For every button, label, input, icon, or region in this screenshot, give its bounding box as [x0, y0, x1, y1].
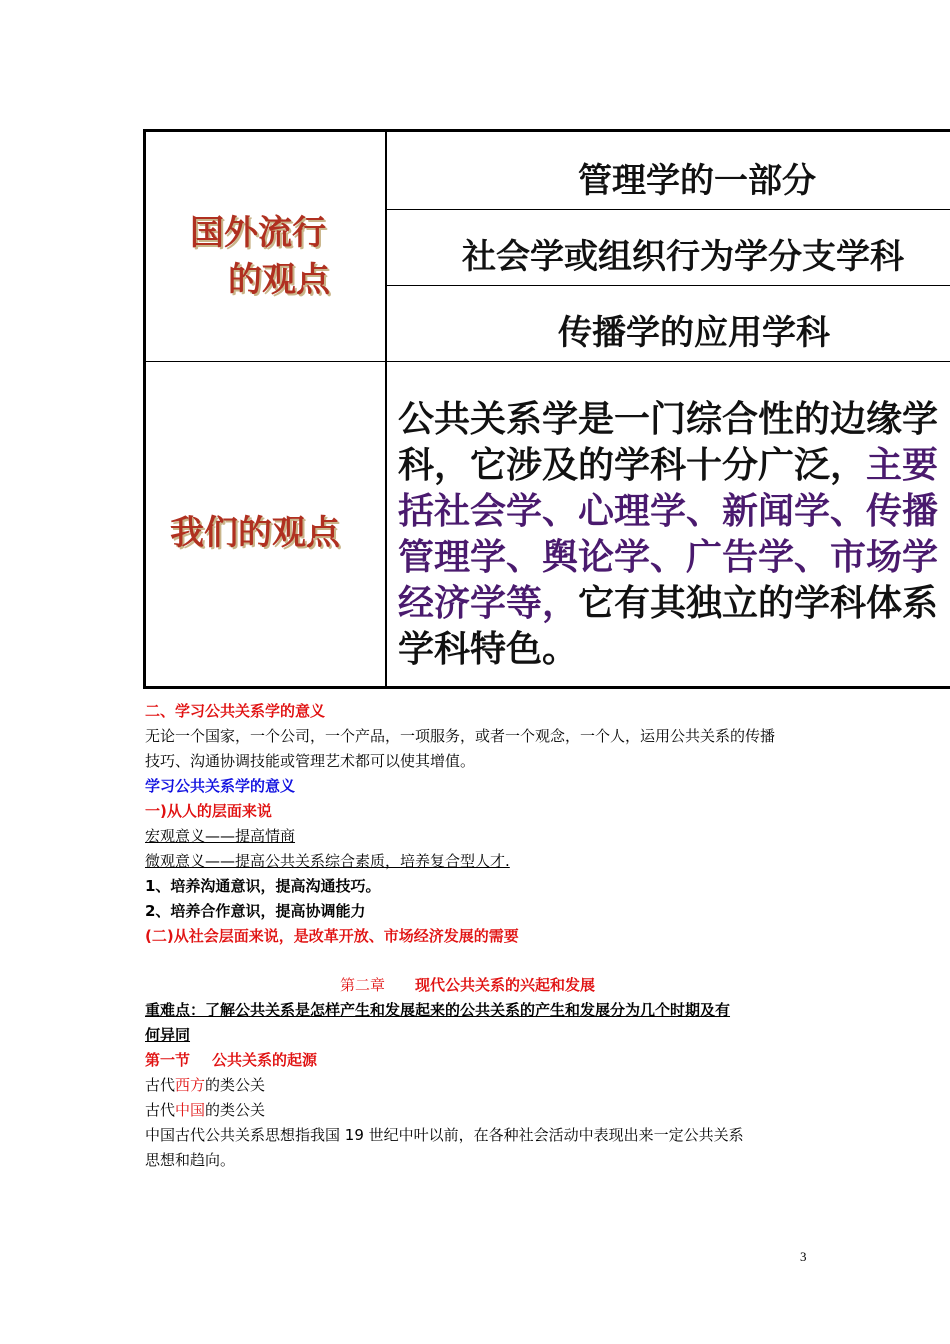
- our-view-line5: 经济学等，它有其独立的学科体系: [398, 582, 939, 624]
- ancient-china: 古代中国的类公关: [145, 1101, 266, 1119]
- our-view-line2: 科，它涉及的学科十分广泛，主要: [398, 444, 939, 486]
- heading-significance: 二、学习公共关系学的意义: [145, 702, 326, 720]
- our-view-line1: 公共关系学是一门综合性的边缘学: [398, 398, 939, 440]
- table-divider-row2: [387, 285, 950, 286]
- paragraph-1-line2: 技巧、沟通协调技能或管理艺术都可以使其增值。: [145, 752, 476, 770]
- heading-significance-blue: 学习公共关系学的意义: [145, 777, 296, 795]
- ancient-west: 古代西方的类公关: [145, 1076, 266, 1094]
- macro-significance: 宏观意义——提高情商: [145, 827, 296, 845]
- paragraph-1-line1: 无论一个国家，一个公司，一个产品，一项服务，或者一个观念，一个人，运用公共关系的传播: [145, 727, 776, 745]
- our-view-line3: 括社会学、心理学、新闻学、传播: [398, 490, 939, 532]
- foreign-view-label-line1: 国外流行: [190, 213, 326, 253]
- key-points-line1: 重难点：了解公共关系是怎样产生和发展起来的公共关系的产生和发展分为几个时期及有: [145, 1001, 731, 1019]
- chapter-number: 第二章: [340, 976, 386, 994]
- micro-significance: 微观意义——提高公共关系综合素质，培养复合型人才.: [145, 852, 510, 870]
- our-view-line6: 学科特色。: [398, 628, 579, 670]
- chapter-heading: [340, 976, 595, 994]
- table-divider-row1: [387, 209, 950, 210]
- section-heading: [145, 1051, 317, 1069]
- section-number: 第一节: [145, 1051, 191, 1069]
- our-view-label: 我们的观点: [170, 513, 340, 553]
- paragraph-2-line1: 中国古代公共关系思想指我国 19 世纪中叶以前，在各种社会活动中表现出来一定公共关系: [145, 1126, 744, 1144]
- heading-person-level: 一)从人的层面来说: [145, 802, 272, 820]
- page-number: 3: [800, 1249, 807, 1264]
- table-divider-section: [146, 361, 950, 362]
- paragraph-2-line2: 思想和趋向。: [145, 1151, 236, 1169]
- view-management: 管理学的一部分: [578, 161, 816, 201]
- view-sociology: 社会学或组织行为学分支学科: [462, 237, 904, 277]
- view-communication: 传播学的应用学科: [558, 313, 830, 353]
- table-divider-vertical: [385, 129, 387, 689]
- chapter-title: 现代公共关系的兴起和发展: [415, 976, 596, 994]
- heading-society-level: (二)从社会层面来说，是改革开放、市场经济发展的需要: [145, 927, 519, 945]
- list-item-2: 2、培养合作意识，提高协调能力: [145, 902, 366, 920]
- our-view-line4: 管理学、舆论学、广告学、市场学: [398, 536, 939, 578]
- foreign-view-label-line2: 的观点: [228, 260, 330, 300]
- section-title: 公共关系的起源: [212, 1051, 318, 1069]
- list-item-1: 1、培养沟通意识，提高沟通技巧。: [145, 877, 381, 895]
- key-points-line2: 何异同: [145, 1026, 191, 1044]
